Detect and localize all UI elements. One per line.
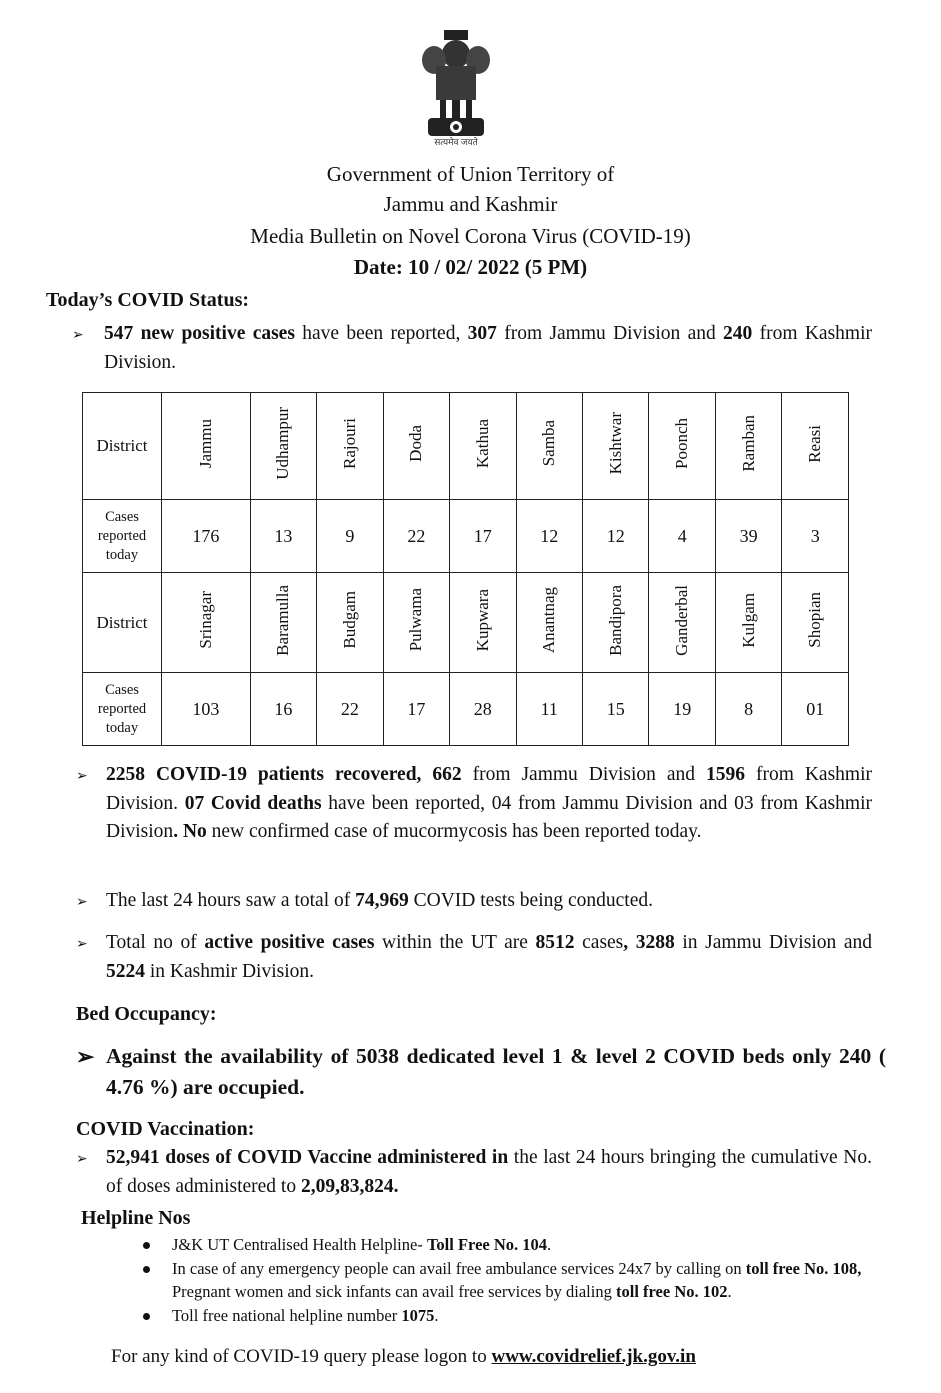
district-name: Kathua: [472, 418, 492, 469]
cases-value-cell: 3: [782, 500, 849, 573]
header-bulletin-title: Media Bulletin on Novel Corona Virus (COVID-19): [250, 224, 691, 248]
district-name: Srinagar: [195, 591, 215, 649]
bed-occupancy-heading: Bed Occupancy:: [76, 1003, 217, 1025]
footer-query-line: [111, 1345, 696, 1369]
district-name: Anantnag: [539, 586, 559, 654]
helpline-item: [140, 1257, 880, 1304]
text-segment: from Jammu Division and: [496, 323, 724, 344]
jammu-cases-row: [83, 500, 849, 573]
kashmir-cases-row: [83, 673, 849, 746]
active-cases-paragraph: [106, 929, 872, 986]
district-name: Rajouri: [339, 418, 359, 469]
text-segment: cases: [574, 932, 624, 953]
bold-text-segment: Toll Free No. 104: [426, 1235, 548, 1254]
text-segment: from Jammu Division and: [461, 764, 707, 785]
cases-value-cell: 12: [516, 500, 582, 573]
bold-text-segment: , 3288: [623, 932, 675, 953]
text-segment: In case of any emergency people can avail free ambulance services 24x7 by calling on: [172, 1258, 746, 1278]
text-segment: COVID tests being conducted.: [408, 890, 653, 911]
jammu-district-names-row: [83, 393, 849, 500]
cases-value-cell: 15: [582, 673, 648, 746]
district-name-cell: [162, 573, 251, 673]
text-segment: within the UT are: [374, 932, 536, 953]
arrow-bullet-icon: ➢: [76, 769, 88, 784]
bed-occupancy-paragraph: Against the availability of 5038 dedicated level 1 & level 2 COVID beds only 240 ( 4.76 %) are occupied.: [106, 1044, 886, 1099]
cases-value-cell: 176: [162, 500, 251, 573]
arrow-bullet-icon: ➢: [72, 328, 84, 343]
district-name: Baramulla: [273, 584, 293, 656]
text-segment: Pregnant women and sick infants can avail free services by dialing: [172, 1282, 616, 1301]
footer-text: For any kind of COVID-19 query please logon to: [111, 1346, 492, 1367]
text-segment: .: [727, 1282, 732, 1301]
cases-label-cell: Cases reported today: [83, 500, 162, 573]
kashmir-district-names-row: [83, 573, 849, 673]
helpline-item: [140, 1233, 880, 1257]
district-name: Reasi: [805, 424, 825, 463]
district-name-cell: [649, 573, 715, 673]
bold-text-segment: 240: [723, 323, 753, 344]
district-name-cell: [715, 573, 781, 673]
cases-value-cell: 22: [383, 500, 449, 573]
district-name: Doda: [406, 425, 426, 462]
bold-text-segment: 74,969: [355, 890, 409, 911]
district-name: Shopian: [805, 592, 825, 648]
helpline-list: [140, 1233, 880, 1327]
cases-value-cell: 11: [516, 673, 582, 746]
district-name: Ramban: [738, 415, 758, 472]
arrow-bullet-icon: ➢: [76, 1044, 95, 1069]
district-name: Ganderbal: [672, 584, 692, 656]
district-name-cell: [516, 573, 582, 673]
district-name-cell: [383, 573, 449, 673]
cases-value-cell: 8: [715, 673, 781, 746]
district-name: Udhampur: [273, 407, 293, 480]
district-name-cell: [250, 573, 316, 673]
text-segment: have been reported, 04 from Jammu Division and 03 from Kashmir Division: [106, 792, 872, 842]
district-name: Bandipora: [605, 584, 625, 656]
district-label-cell: District: [83, 573, 162, 673]
text-segment: .: [547, 1235, 552, 1254]
header-date: Date: 10 / 02/ 2022 (5 PM): [353, 255, 588, 279]
bold-text-segment: active positive cases: [204, 932, 375, 953]
district-name-cell: [782, 393, 849, 500]
cases-value-cell: 22: [317, 673, 383, 746]
district-name-cell: [715, 393, 781, 500]
district-name-cell: [782, 573, 849, 673]
covidrelief-link[interactable]: www.covidrelief.jk.gov.in: [491, 1346, 696, 1367]
bold-text-segment: 2,09,83,824.: [300, 1175, 399, 1197]
district-name-cell: [317, 573, 383, 673]
cases-value-cell: 17: [450, 500, 516, 573]
national-emblem-icon: [414, 26, 498, 148]
cases-value-cell: 13: [250, 500, 316, 573]
district-name: Kulgam: [738, 592, 758, 648]
bold-text-segment: 547 new positive cases: [104, 323, 295, 344]
district-name-cell: [649, 393, 715, 500]
bold-text-segment: 2258 COVID-19 patients recovered, 662: [106, 764, 462, 785]
district-name-cell: [450, 573, 516, 673]
district-name-cell: [516, 393, 582, 500]
text-segment: Total no of: [106, 932, 205, 953]
vaccination-paragraph: [106, 1144, 872, 1201]
text-segment: from Kashmir Division.: [106, 764, 872, 814]
district-name: Kishtwar: [605, 412, 625, 475]
cases-value-cell: 01: [782, 673, 849, 746]
cases-value-cell: 4: [649, 500, 715, 573]
district-name-cell: [450, 393, 516, 500]
cases-label-cell: Cases reported today: [83, 673, 162, 746]
district-name-cell: [582, 393, 648, 500]
text-segment: from Kashmir Division.: [104, 323, 872, 373]
district-name-cell: [162, 393, 251, 500]
bold-text-segment: 5224: [106, 960, 145, 982]
helpline-heading: Helpline Nos: [81, 1207, 191, 1229]
tests-paragraph: [106, 887, 872, 916]
cases-value-cell: 28: [450, 673, 516, 746]
district-name: Poonch: [672, 418, 692, 469]
district-name-cell: [250, 393, 316, 500]
district-name-cell: [317, 393, 383, 500]
text-segment: the last 24 hours bringing the cumulative No. of doses administered to: [106, 1147, 872, 1197]
covid-status-heading: Today’s COVID Status:: [46, 289, 250, 311]
bold-text-segment: toll free No. 108,: [745, 1258, 862, 1278]
district-name: Kupwara: [472, 588, 492, 652]
text-segment: .: [434, 1305, 439, 1325]
cases-value-cell: 12: [582, 500, 648, 573]
bold-text-segment: toll free No. 102: [615, 1282, 728, 1301]
district-name-cell: [383, 393, 449, 500]
district-name: Jammu: [195, 418, 215, 469]
cases-value-cell: 16: [250, 673, 316, 746]
text-segment: have been reported,: [294, 323, 468, 344]
cases-value-cell: 39: [715, 500, 781, 573]
cases-value-cell: 19: [649, 673, 715, 746]
bold-text-segment: 8512: [535, 932, 575, 953]
arrow-bullet-icon: ➢: [76, 895, 88, 910]
bold-text-segment: 1596: [706, 764, 746, 785]
bold-text-segment: 307: [467, 323, 497, 344]
district-name-cell: [582, 573, 648, 673]
new-cases-paragraph: [104, 320, 872, 377]
text-segment: J&K UT Centralised Health Helpline-: [172, 1235, 427, 1254]
cases-value-cell: 103: [162, 673, 251, 746]
district-cases-table: [82, 392, 849, 746]
text-segment: The last 24 hours saw a total of: [106, 890, 356, 911]
district-name: Budgam: [339, 591, 359, 649]
cases-value-cell: 17: [383, 673, 449, 746]
bold-text-segment: . No: [173, 821, 207, 842]
district-label-cell: District: [83, 393, 162, 500]
district-name: Samba: [539, 420, 559, 467]
text-segment: in Jammu Division and: [674, 932, 872, 953]
helpline-item: [140, 1304, 880, 1328]
header-territory-line: Jammu and Kashmir: [383, 192, 558, 216]
bold-text-segment: 1075: [401, 1305, 435, 1325]
text-segment: Toll free national helpline number: [172, 1305, 402, 1325]
bold-text-segment: 07 Covid deaths: [184, 792, 322, 814]
cases-value-cell: 9: [317, 500, 383, 573]
arrow-bullet-icon: ➢: [76, 937, 88, 952]
emblem-motto: सत्यमेव जयते: [434, 137, 478, 147]
recovered-deaths-paragraph: [106, 761, 872, 847]
arrow-bullet-icon: ➢: [76, 1152, 88, 1167]
text-segment: new confirmed case of mucormycosis has been reported today.: [206, 821, 702, 842]
text-segment: in Kashmir Division.: [145, 960, 314, 982]
vaccination-heading: COVID Vaccination:: [76, 1118, 255, 1140]
district-name: Pulwama: [406, 588, 426, 652]
header-government-line: Government of Union Territory of: [326, 162, 615, 186]
bold-text-segment: 52,941 doses of COVID Vaccine administered in: [106, 1147, 509, 1168]
